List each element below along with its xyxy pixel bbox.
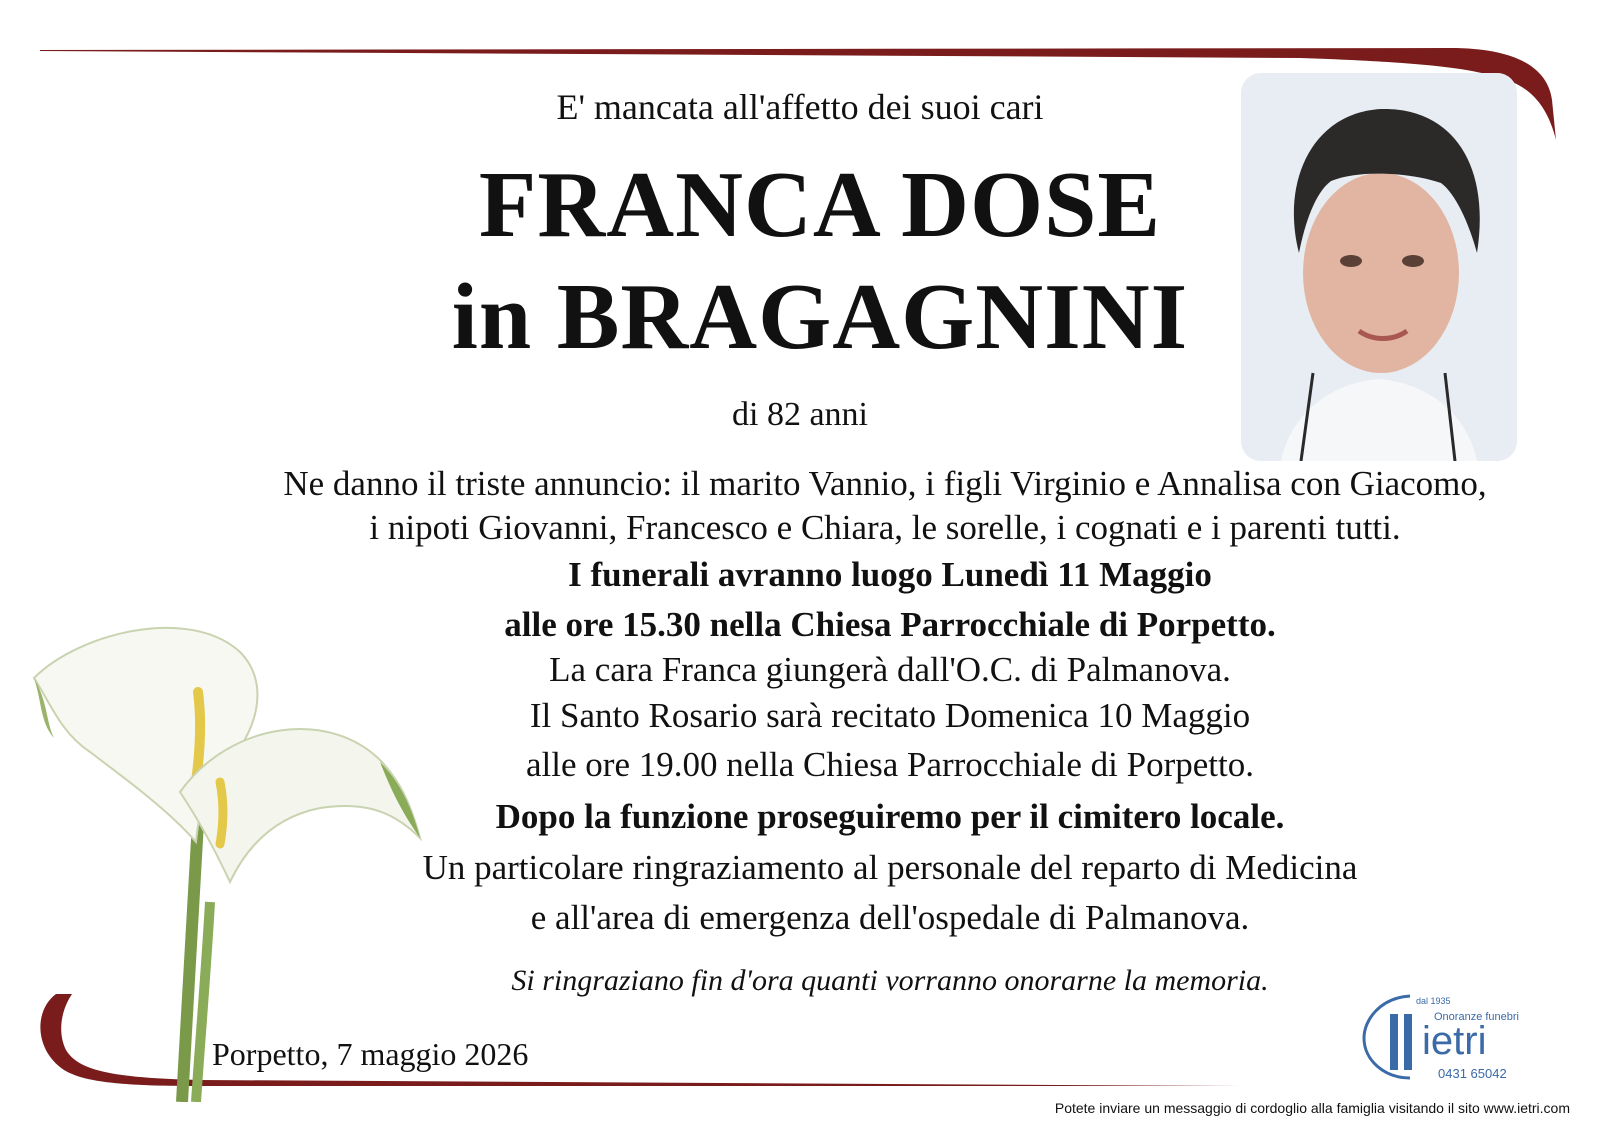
funeral-line-2: alle ore 15.30 nella Chiesa Parrocchiale di Porpetto.	[504, 605, 1276, 644]
funeral-home-logo	[1360, 988, 1560, 1084]
logo-mark	[1360, 988, 1560, 1084]
rosary-line-1: Il Santo Rosario sarà recitato Domenica 10 Maggio	[529, 696, 1251, 735]
announcement-line-2: i nipoti Giovanni, Francesco e Chiara, le sorelle, i cognati e i parenti tutti.	[369, 508, 1401, 547]
logo-tagline: Onoranze funebri	[1434, 1011, 1519, 1023]
rosary-line-2: alle ore 19.00 nella Chiesa Parrocchiale di Porpetto.	[526, 745, 1254, 784]
portrait-illustration	[1241, 73, 1517, 461]
cemetery-line: Dopo la funzione proseguiremo per il cimitero locale.	[495, 797, 1285, 836]
funeral-line-1: I funerali avranno luogo Lunedì 11 Maggio	[568, 555, 1212, 594]
announcement-line-1: Ne danno il triste annuncio: il marito Vannio, i figli Virginio e Annalisa con Giacomo,	[283, 464, 1487, 503]
thanks-line-2: e all'area di emergenza dell'ospedale di Palmanova.	[530, 898, 1250, 937]
footer-condolence-note: Potete inviare un messaggio di cordoglio alla famiglia visitando il sito www.ietri.com	[1054, 1100, 1570, 1116]
memory-line: Si ringraziano fin d'ora quanti vorranno onorarne la memoria.	[511, 964, 1269, 997]
logo-since: dal 1935	[1416, 996, 1451, 1006]
logo-phone: 0431 65042	[1438, 1066, 1507, 1081]
intro-text: E' mancata all'affetto dei suoi cari	[556, 87, 1044, 127]
logo-brand: ietri	[1422, 1019, 1487, 1063]
deceased-name: FRANCA DOSE	[478, 153, 1162, 257]
portrait-photo	[1241, 73, 1517, 461]
deceased-married-name: in BRAGAGNINI	[451, 265, 1189, 369]
age-text: di 82 anni	[732, 396, 868, 433]
calla-lily-illustration	[20, 612, 440, 1102]
arrival-line: La cara Franca giungerà dall'O.C. di Palmanova.	[549, 650, 1231, 689]
thanks-line-1: Un particolare ringraziamento al personale del reparto di Medicina	[422, 848, 1358, 887]
place-date: Porpetto, 7 maggio 2026	[212, 1036, 529, 1072]
